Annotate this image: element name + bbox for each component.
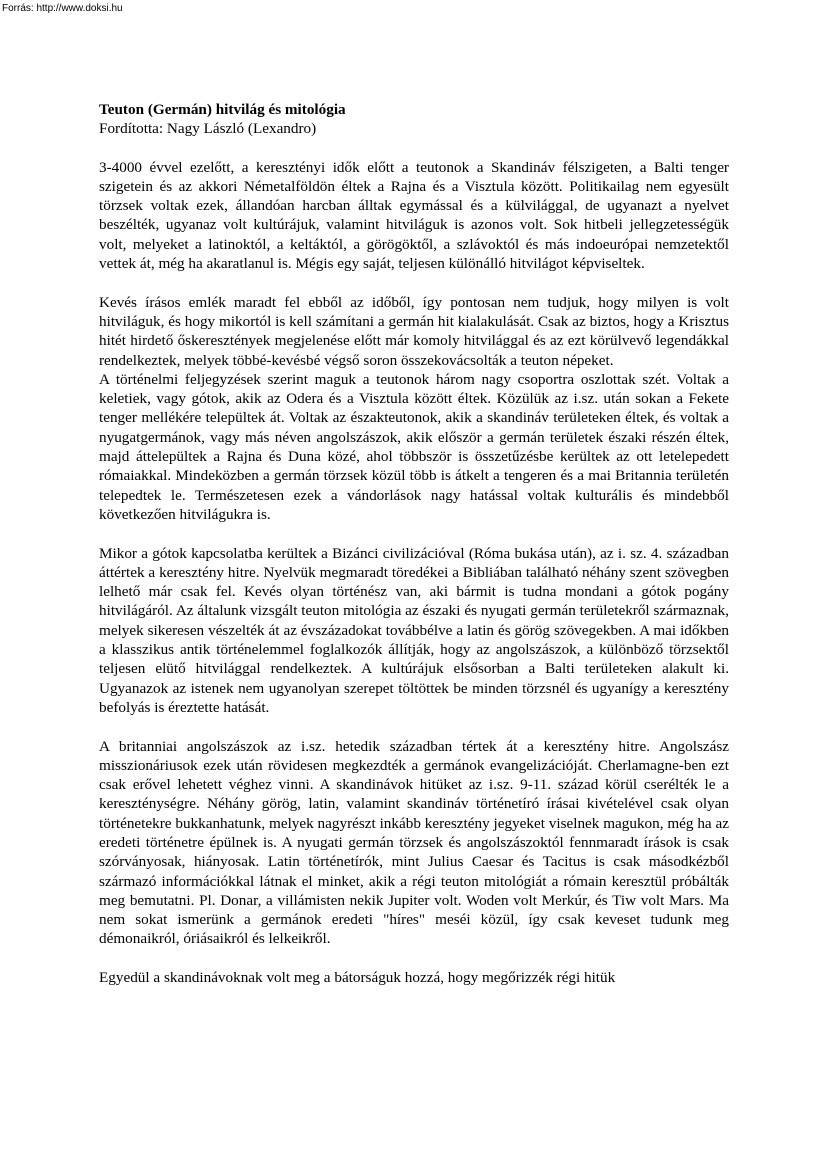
- paragraph-2: Kevés írásos emlék maradt fel ebből az időből, így pontosan nem tudjuk, hogy milyen is volt hitviláguk, és hogy mikortól is kell számítani a germán hit kialakulását. Csak az biztos, hogy a Krisztus hitét hirdető őskeresztények megjelenése előtt már komoly hitvilággal és az ezt körülvevő legendákkal rendelkeztek, melyek többé-kevésbé végső soron összekovácsolták a teuton népeket.: [99, 293, 729, 369]
- source-url-header: Forrás: http://www.doksi.hu: [2, 3, 123, 14]
- paragraph-3: A történelmi feljegyzések szerint maguk a teutonok három nagy csoportra oszlottak szét. Voltak a keletiek, vagy gótok, akik az Odera és a Visztula között éltek. Közülük az i.sz. után sokan a Fekete tenger mellékére települtek át. Voltak az északteutonok, akik a skandináv területeken éltek, és voltak a nyugatgermánok, vagy más néven angolszászok, akik először a germán területek északi részén éltek, majd áttelepültek a Rajna és Duna közé, ahol többször is összetűzésbe kerültek az ott letelepedett rómaiakkal. Mindeközben a germán törzsek közül több is átkelt a tengeren és a mai Britannia területén telepedtek le. Természetesen ezek a vándorlások nagy hatással voltak kulturális és mindebből következően hitvilágukra is.: [99, 370, 729, 523]
- paragraph-1: 3-4000 évvel ezelőtt, a keresztényi idők előtt a teutonok a Skandináv félszigeten, a Balti tenger szigetein és az akkori Németalföldön éltek a Rajna és a Visztula között. Politikailag nem egyesült törzsek voltak ezek, állandóan harcban álltak egymással és a külvilággal, de ugyanazt a nyelvet beszélték, ugyanaz volt kultúrájuk, valamint hitviláguk is azonos volt. Sok hitbeli jellegzetességük volt, melyeket a latinoktól, a keltáktól, a görögöktől, a szlávoktól és más indoeurópai nemzetektől vettek át, még ha akaratlanul is. Mégis egy saját, teljesen különálló hitvilágot képviseltek.: [99, 158, 729, 273]
- translator-credit: Fordította: Nagy László (Lexandro): [99, 120, 317, 138]
- document-title: Teuton (Germán) hitvilág és mitológia: [99, 101, 346, 118]
- paragraph-4: Mikor a gótok kapcsolatba kerültek a Bizánci civilizációval (Róma bukása után), az i. sz. 4. században áttértek a keresztény hitre. Nyelvük megmaradt töredékei a Bibliában található néhány szent szövegben lelhető már csak fel. Kevés olyan történész van, aki bármit is tudna mondani a gótok pogány hitvilágáról. Az általunk vizsgált teuton mitológia az északi és nyugati germán területekről származnak, melyek sikeresen vészelték át az évszázadokat továbbélve a latin és görög szövegekben. A mai időkben a klasszikus antik történelemmel foglalkozók állítják, hogy az angolszászok, a különböző törzsektől teljesen elütő hitvilággal rendelkeztek. A kultúrájuk elsősorban a Balti területeken alakult ki. Ugyanazok az istenek nem ugyanolyan szerepet töltöttek be minden törzsnél és ugyanígy a keresztény befolyás is éreztette hatását.: [99, 544, 729, 716]
- document-body: [99, 100, 729, 987]
- paragraph-6: Egyedül a skandinávoknak volt meg a bátorságuk hozzá, hogy megőrizzék régi hitük: [99, 969, 616, 987]
- paragraph-5: A britanniai angolszászok az i.sz. hetedik században tértek át a keresztény hitre. Angolszász misszionáriusok ezek után rövidesen megkezdték a germánok evangelizációját. Cherlamagne-ben ezt csak erővel lehetett véghez vinni. A skandinávok hitüket az i.sz. 9-11. század körül cserélték le a kereszténységre. Néhány görög, latin, valamint skandináv történetíró írásai kivételével csak olyan történetekre bukkanhatunk, melyek nagyrészt inkább keresztény jegyeket viselnek magukon, még ha az eredeti történetre épülnek is. A nyugati germán törzsek és angolszászoktól fennmaradt írások is csak szórványosak, hiányosak. Latin történetírók, mint Julius Caesar és Tacitus is csak másodkézből származó információkkal látnak el minket, akik a régi teuton mitológiát a rómain keresztül próbálták meg bemutatni. Pl. Donar, a villámisten nekik Jupiter volt. Woden volt Merkúr, és Tiw volt Mars. Ma nem sokat ismerünk a germánok eredeti "híres" meséi közül, így csak keveset tudunk meg démonaikról, óriásaikról és lelkeikről.: [99, 737, 729, 948]
